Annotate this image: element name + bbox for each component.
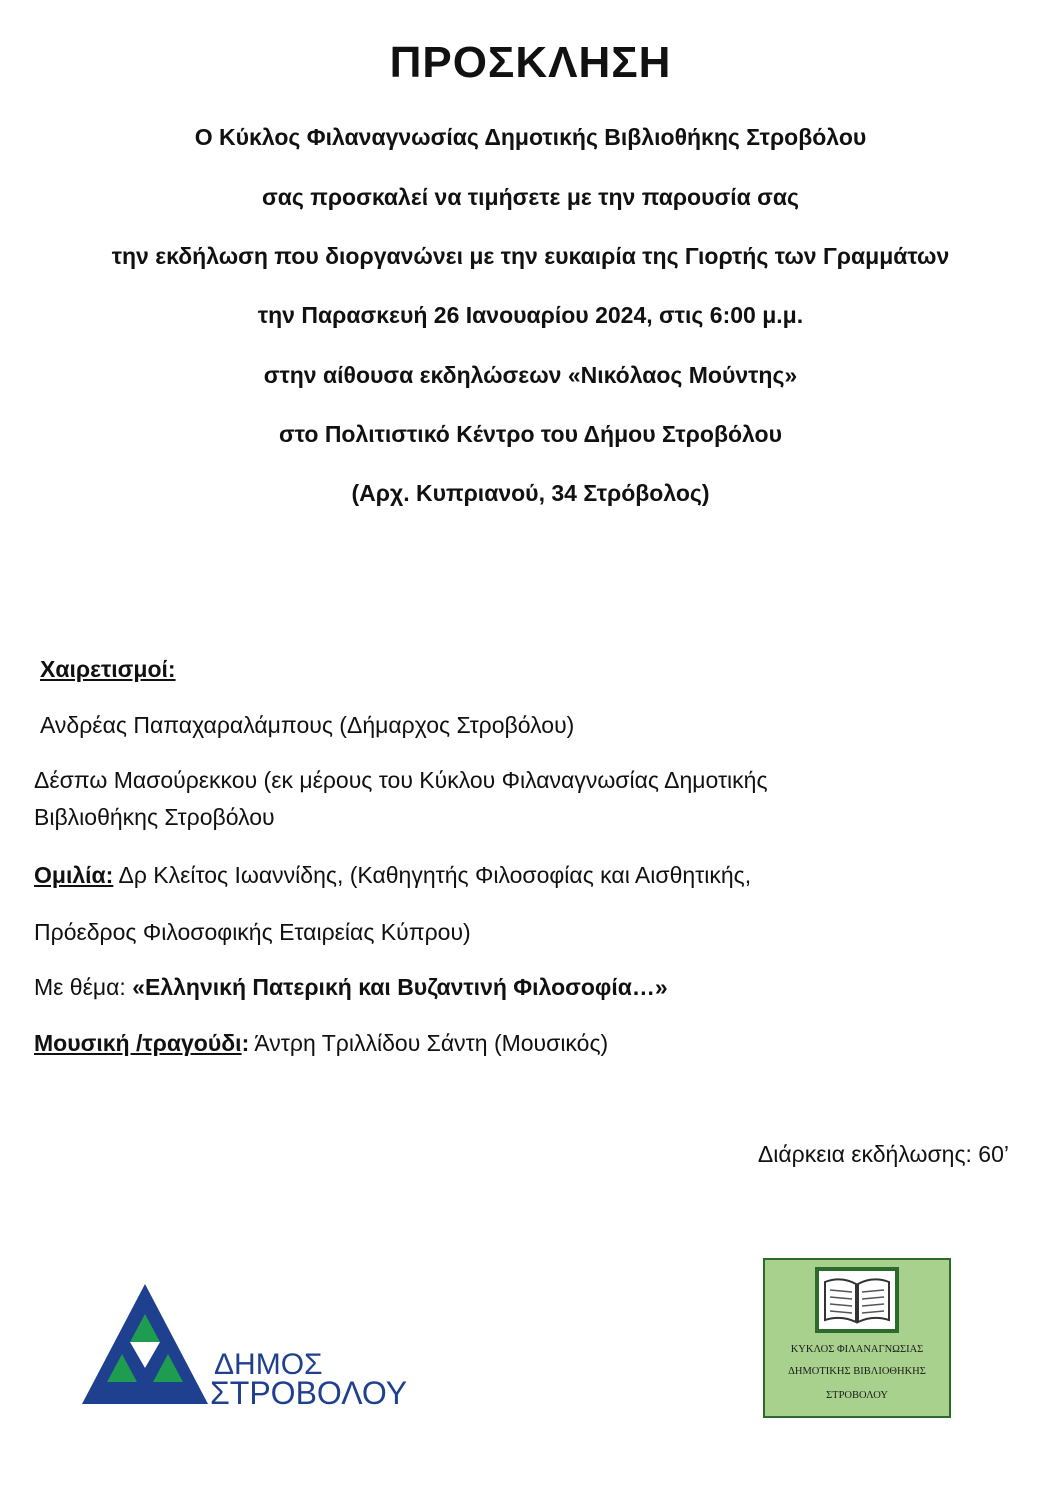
intro-line: στην αίθουσα εκδηλώσεων «Νικόλαος Μούντης» (263, 362, 798, 388)
music-performer: Άντρη Τριλλίδου Σάντη (Μουσικός) (249, 1030, 609, 1056)
topic-title: «Ελληνική Πατερική και Βυζαντινή Φιλοσοφία…» (132, 974, 668, 1000)
intro-line: την εκδήλωση που διοργανώνει με την ευκαιρία της Γιορτής των Γραμμάτων (111, 243, 950, 269)
greeting-club-line2: Βιβλιοθήκης Στροβόλου (34, 804, 275, 830)
greeting-mayor: Ανδρέας Παπαχαραλάμπους (Δήμαρχος Στροβόλου) (40, 712, 575, 738)
topic-label: Με θέμα: (34, 974, 133, 1000)
municipality-logo (70, 1282, 410, 1412)
intro-line: Ο Κύκλος Φιλαναγνωσίας Δημοτικής Βιβλιοθήκης Στροβόλου (194, 124, 867, 150)
page-title: ΠΡΟΣΚΛΗΣΗ (389, 38, 672, 87)
music-colon: : (241, 1030, 250, 1056)
municipality-name-line1: ΔΗΜΟΣ (214, 1348, 323, 1381)
intro-line: στο Πολιτιστικό Κέντρο του Δήμου Στροβόλου (279, 421, 782, 447)
club-name-line1: ΚΥΚΛΟΣ ΦΙΛΑΝΑΓΝΩΣΙΑΣ (790, 1344, 924, 1355)
music-line (34, 1030, 608, 1057)
triangle-logo-icon (82, 1284, 208, 1404)
intro-line: την Παρασκευή 26 Ιανουαρίου 2024, στις 6:00 μ.μ. (257, 302, 804, 328)
club-name-line3: ΣΤΡΟΒΟΛΟΥ (826, 1390, 888, 1401)
book-icon (817, 1269, 897, 1331)
intro-line: (Αρχ. Κυπριανού, 34 Στρόβολος) (351, 480, 710, 506)
speech-label: Ομιλία: (34, 862, 114, 888)
greetings-heading: Χαιρετισμοί: (40, 656, 176, 682)
municipality-name-line2: ΣΤΡΟΒΟΛΟΥ (210, 1375, 408, 1411)
greeting-club-line1: Δέσπω Μασούρεκκου (εκ μέρους του Κύκλου Φιλαναγνωσίας Δημοτικής (34, 767, 768, 793)
music-label: Μουσική /τραγούδι (34, 1030, 242, 1056)
speech-line2: Πρόεδρος Φιλοσοφικής Εταιρείας Κύπρου) (34, 919, 471, 945)
intro-line: σας προσκαλεί να τιμήσετε με την παρουσία σας (262, 184, 799, 210)
speech-speaker: Δρ Κλείτος Ιωαννίδης, (Καθηγητής Φιλοσοφίας και Αισθητικής, (113, 862, 752, 888)
event-duration: Διάρκεια εκδήλωσης: 60’ (757, 1141, 1009, 1167)
club-name-line2: ΔΗΜΟΤΙΚΗΣ ΒΙΒΛΙΟΘΗΚΗΣ (788, 1366, 926, 1377)
reading-club-logo (763, 1258, 951, 1418)
topic-line (34, 974, 668, 1001)
speech-line (34, 862, 751, 889)
